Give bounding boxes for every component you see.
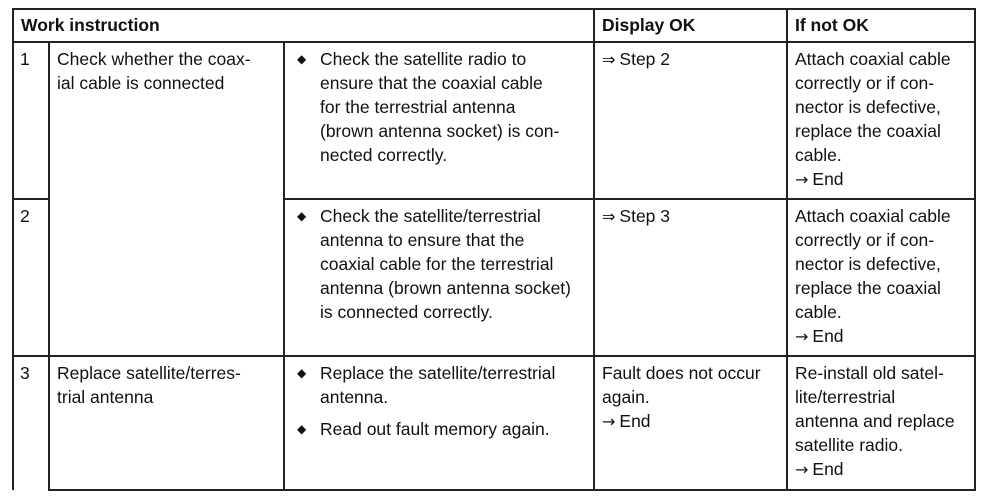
- action-text: Replace the satellite/terrestrial antenna.: [320, 363, 556, 407]
- not-ok-text: Attach coaxial cable correctly or if con- nector is defective, replace the coaxial cable.: [795, 49, 951, 165]
- action-text: Read out fault memory again.: [320, 419, 550, 439]
- not-ok-end-line: [795, 457, 967, 482]
- display-ok-text: Step 3: [619, 206, 671, 226]
- header-work-instruction: Work instruction: [13, 9, 594, 42]
- list-item: [292, 417, 586, 441]
- display-ok-text: Fault does not occur again.: [602, 363, 761, 407]
- not-ok-end-line: [795, 167, 967, 192]
- arrow-right-icon: →: [795, 327, 809, 346]
- table-row: [13, 42, 975, 199]
- step-number: 2: [13, 199, 49, 356]
- end-label: End: [812, 459, 844, 479]
- table-row: [13, 356, 975, 490]
- step-actions: [284, 356, 594, 490]
- double-arrow-icon: ⇒: [602, 207, 616, 226]
- list-item: [292, 361, 586, 409]
- not-ok-end-line: [795, 324, 967, 349]
- step-actions: [284, 42, 594, 199]
- step-description: Check whether the coax- ial cable is connected: [49, 42, 284, 356]
- arrow-right-icon: →: [795, 460, 809, 479]
- not-ok-cell: [787, 356, 975, 490]
- arrow-right-icon: →: [602, 412, 616, 431]
- diamond-bullet-icon: ◆: [297, 209, 307, 223]
- step-description: Replace satellite/terres- trial antenna: [49, 356, 284, 490]
- work-instruction-table: [12, 8, 976, 491]
- list-item: [292, 204, 586, 324]
- diamond-bullet-icon: ◆: [297, 422, 307, 436]
- action-text: Check the satellite radio to ensure that the coaxial cable for the terrestrial antenna (brown antenna socket) is con- nected correctly.: [320, 49, 560, 165]
- end-label: End: [812, 169, 844, 189]
- display-ok-cell: [594, 199, 787, 356]
- display-ok-cell: [594, 42, 787, 199]
- double-arrow-icon: ⇒: [602, 50, 616, 69]
- display-ok-end-line: [602, 409, 779, 434]
- not-ok-cell: [787, 42, 975, 199]
- not-ok-cell: [787, 199, 975, 356]
- step-actions: [284, 199, 594, 356]
- diamond-bullet-icon: ◆: [297, 366, 307, 380]
- arrow-right-icon: →: [795, 170, 809, 189]
- action-text: Check the satellite/terrestrial antenna to ensure that the coaxial cable for the terrestrial antenna (brown antenna socket) is connected correctly.: [320, 206, 571, 322]
- table-header-row: [13, 9, 975, 42]
- step-number: 1: [13, 42, 49, 199]
- end-label: End: [619, 411, 651, 431]
- list-item: [292, 47, 586, 167]
- header-display-ok: Display OK: [594, 9, 787, 42]
- step-number: 3: [13, 356, 49, 490]
- end-label: End: [812, 326, 844, 346]
- not-ok-text: Re-install old satel- lite/terrestrial antenna and replace satellite radio.: [795, 363, 955, 455]
- diamond-bullet-icon: ◆: [297, 52, 307, 66]
- display-ok-text: Step 2: [619, 49, 671, 69]
- header-if-not-ok: If not OK: [787, 9, 975, 42]
- display-ok-cell: [594, 356, 787, 490]
- not-ok-text: Attach coaxial cable correctly or if con- nector is defective, replace the coaxial cable.: [795, 206, 951, 322]
